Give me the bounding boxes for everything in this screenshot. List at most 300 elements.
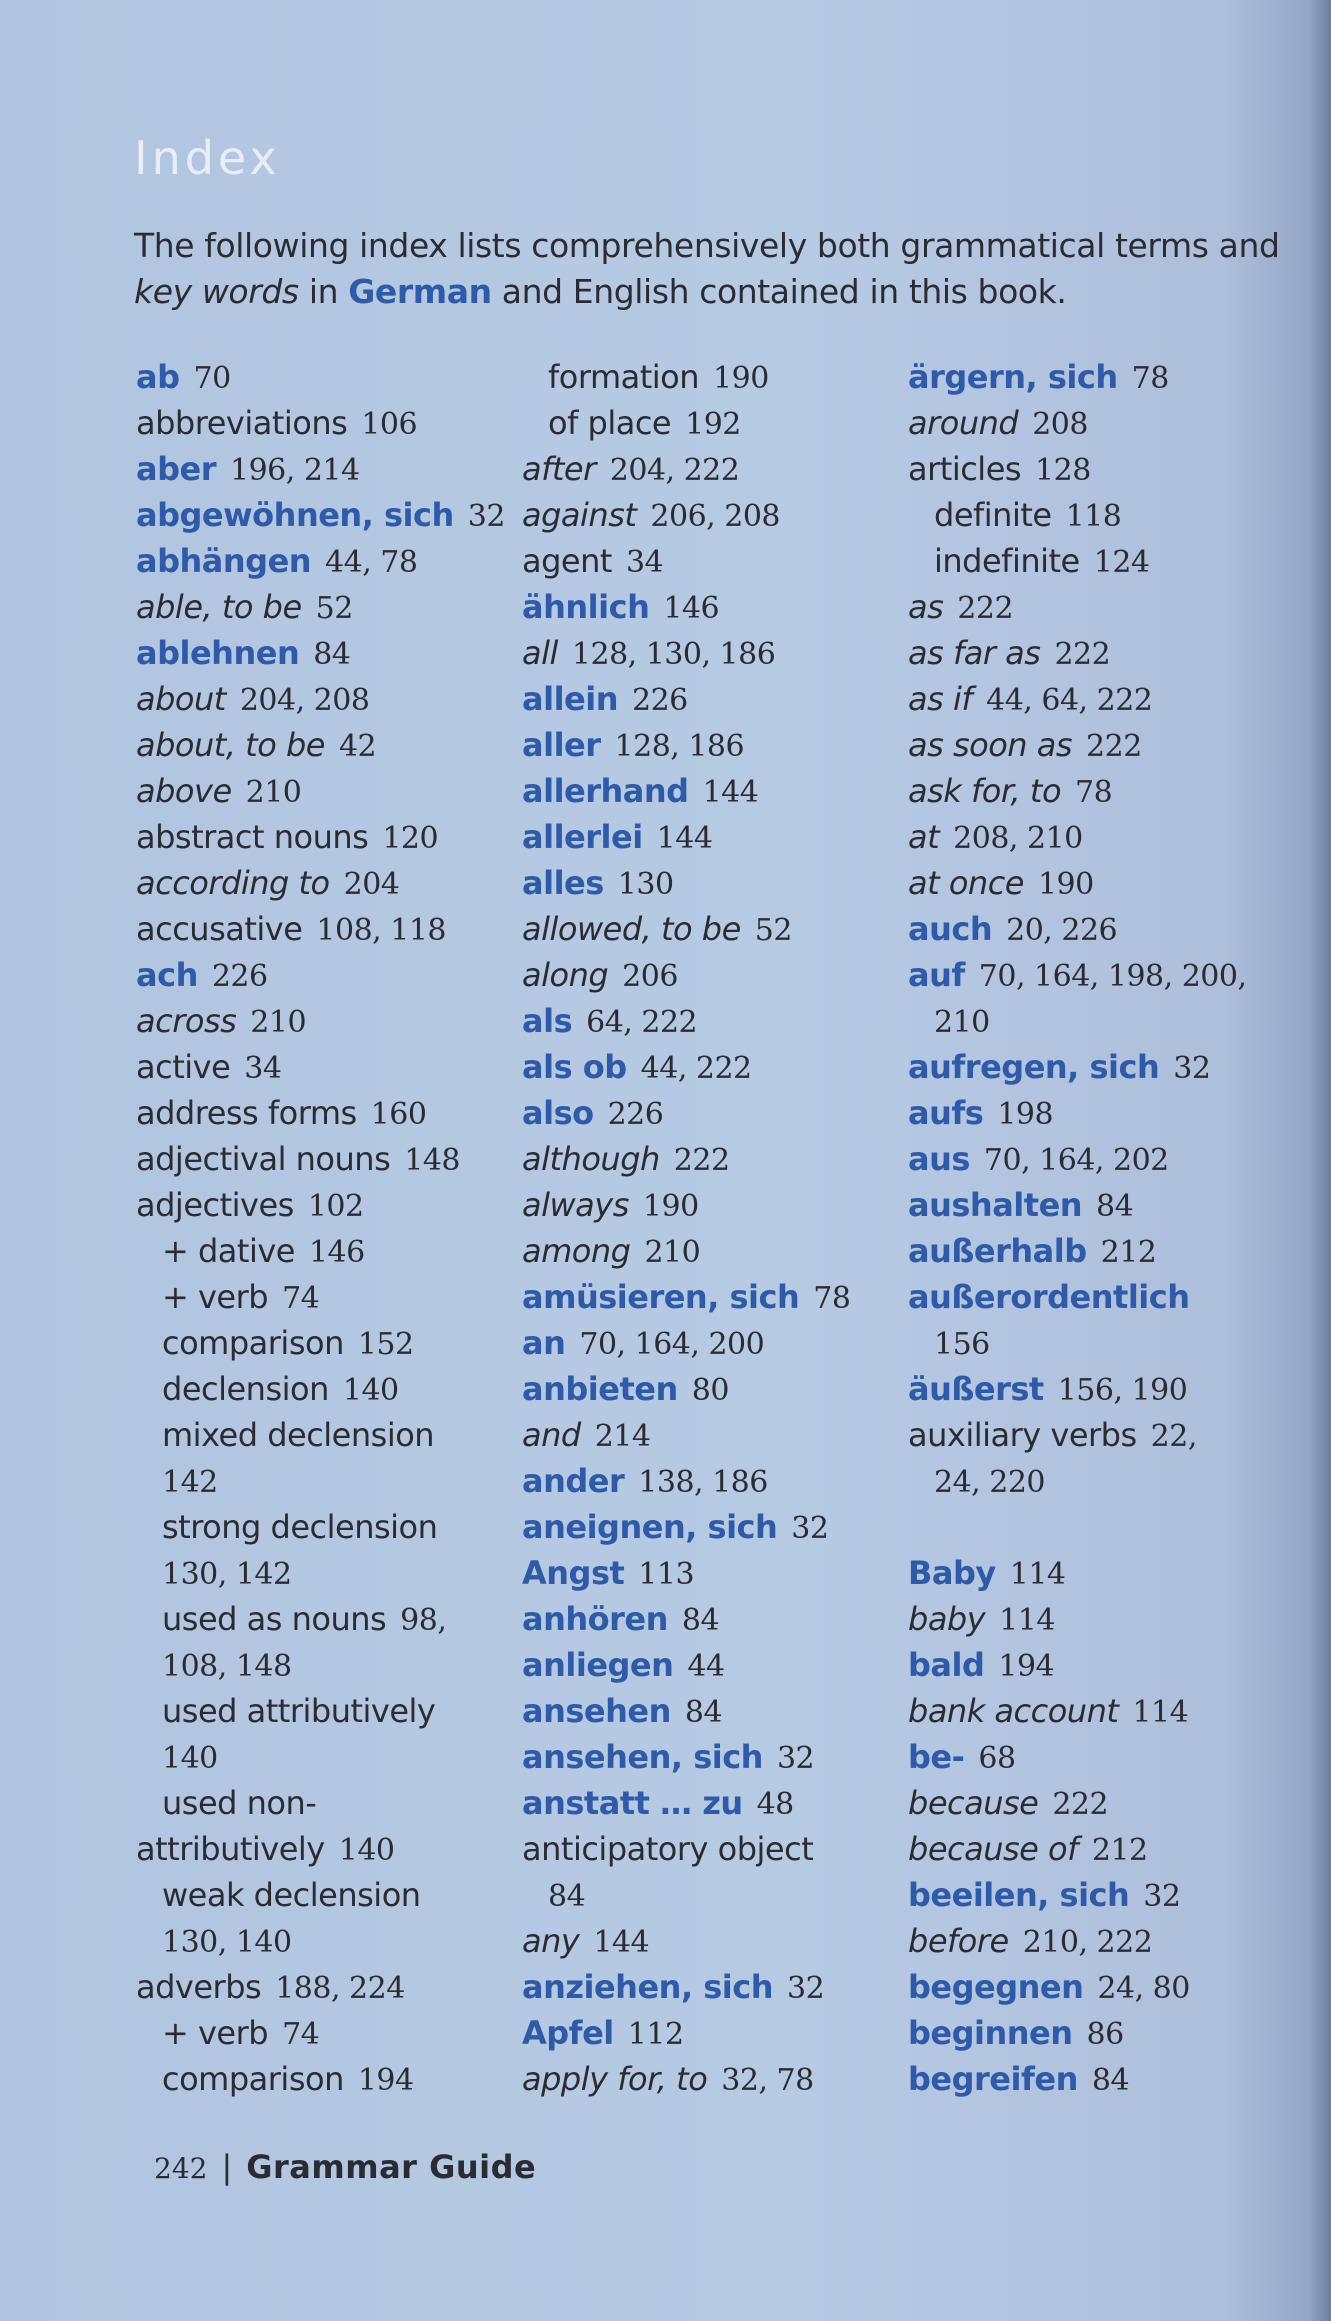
index-page-numbers: 214 [594,1419,651,1454]
index-term: as [908,588,944,626]
index-page-numbers: 146 [308,1235,365,1270]
index-entry [522,1780,892,1826]
index-entry [522,1826,892,1872]
index-term: attributively [136,1830,325,1868]
index-entry [136,1596,506,1642]
index-page-numbers: 32 [467,499,505,534]
index-term: aller [522,726,601,764]
index-entry [136,1504,506,1550]
index-term: indefinite [934,542,1080,580]
index-entry [136,446,506,492]
index-entry [522,1182,892,1228]
index-term: because [908,1784,1039,1822]
index-column-3 [908,354,1278,2102]
index-page-numbers: 78 [1075,775,1113,810]
index-entry [522,1136,892,1182]
index-page-numbers: 130 [617,867,674,902]
index-page-numbers: 74 [282,1281,320,1316]
index-entry [908,2056,1278,2102]
index-term: allerhand [522,772,689,810]
index-page-numbers: 118 [1065,499,1122,534]
index-entry [908,1412,1278,1458]
index-entry [136,1090,506,1136]
index-page-numbers: 98, [400,1603,447,1638]
index-term: about [136,680,226,718]
index-entry [908,1090,1278,1136]
index-page-numbers: 190 [713,361,769,396]
index-page-numbers: 190 [642,1189,699,1224]
index-page-numbers: 160 [370,1097,427,1132]
index-term: as far as [908,634,1041,672]
index-page-numbers: 226 [607,1097,664,1132]
index-term: aufs [908,1094,984,1132]
index-page-numbers: 32 [776,1741,815,1776]
index-term: anziehen, sich [522,1968,773,2006]
index-page-numbers: 86 [1086,2017,1124,2052]
index-page-numbers: 212 [1091,1833,1148,1868]
index-page-continuation: 84 [548,1879,586,1914]
index-entry [136,906,506,952]
index-entry [136,354,506,400]
index-term: ab [136,358,180,396]
index-page-numbers: 206 [622,959,678,994]
index-entry [522,1688,892,1734]
index-term: ach [136,956,198,994]
index-term: baby [908,1600,986,1638]
index-term: able, to be [136,588,302,626]
index-term: abhängen [136,542,312,580]
index-page-numbers: 194 [998,1649,1055,1684]
index-entry [136,1458,506,1504]
index-entry [908,630,1278,676]
index-entry [136,1918,506,1964]
index-term: because of [908,1830,1078,1868]
index-page-numbers: 208, 210 [953,821,1083,856]
index-page-numbers: 140 [342,1373,399,1408]
index-page-numbers: 44, 78 [325,545,418,580]
index-entry [136,952,506,998]
index-page-numbers: 114 [1009,1557,1066,1592]
index-term: and [522,1416,581,1454]
index-page-numbers: 194 [357,2063,414,2098]
index-entry [908,860,1278,906]
index-column-2 [522,354,892,2102]
index-term: amüsieren, sich [522,1278,800,1316]
index-page-numbers: 84 [681,1603,720,1638]
index-entry [908,998,1278,1044]
index-entry [136,538,506,584]
index-entry [908,1458,1278,1504]
index-term: anhören [522,1600,668,1638]
index-term: at once [908,864,1024,902]
index-term: articles [908,450,1022,488]
index-column-1 [136,354,506,2102]
index-term: ander [522,1462,625,1500]
index-term: adjectives [136,1186,294,1224]
index-page-numbers: 44, 64, 222 [986,683,1153,718]
index-term: among [522,1232,631,1270]
index-page-numbers: 114 [1132,1695,1189,1730]
index-entry [908,1642,1278,1688]
index-entry [908,1044,1278,1090]
index-term: before [908,1922,1009,1960]
index-entry [136,1734,506,1780]
index-entry [908,1366,1278,1412]
index-entry [136,998,506,1044]
index-entry [522,906,892,952]
index-entry [908,906,1278,952]
index-term: auf [908,956,965,994]
index-entry [522,2056,892,2102]
index-term: + dative [162,1232,295,1270]
index-page-numbers: 114 [999,1603,1055,1638]
index-page-numbers: 70 [193,361,231,396]
index-entry [136,1320,506,1366]
index-term: any [522,1922,580,1960]
index-page-numbers: 128, 130, 186 [571,637,776,672]
index-page-numbers: 32 [1143,1879,1181,1914]
index-page-numbers: 32 [787,1971,825,2006]
index-term: adverbs [136,1968,262,2006]
index-term: aus [908,1140,970,1178]
index-page-numbers: 84 [1096,1189,1134,1224]
index-entry [522,1504,892,1550]
index-page-numbers: 80 [691,1373,729,1408]
index-entry [136,676,506,722]
index-entry [136,492,506,538]
index-term: ask for, to [908,772,1062,810]
index-term: Angst [522,1554,625,1592]
index-page-numbers: 52 [315,591,353,626]
index-term: active [136,1048,231,1086]
index-page-numbers: 148 [404,1143,460,1178]
index-page-numbers: 78 [813,1281,851,1316]
index-page-numbers: 206, 208 [650,499,781,534]
index-entry [522,1872,892,1918]
index-entry [908,1320,1278,1366]
index-term: after [522,450,596,488]
index-term: against [522,496,637,534]
index-term: along [522,956,609,994]
index-page-numbers: 78 [1131,361,1169,396]
index-term: außerordentlich [908,1278,1190,1316]
index-page-numbers: 84 [684,1695,723,1730]
index-page-continuation: 140 [162,1741,218,1776]
index-page-numbers: 210 [250,1005,307,1040]
index-page-numbers: 84 [313,637,351,672]
index-term: about, to be [136,726,325,764]
intro-paragraph [134,223,1284,315]
index-entry [522,538,892,584]
index-entry [522,400,892,446]
index-entry [522,1274,892,1320]
index-entry [908,952,1278,998]
index-entry [136,400,506,446]
index-entry [908,1872,1278,1918]
index-entry [136,1044,506,1090]
index-term: of place [548,404,672,442]
index-page-numbers: 128 [1035,453,1091,488]
index-term: address forms [136,1094,357,1132]
index-entry [522,814,892,860]
index-page-numbers: 32, 78 [721,2063,814,2098]
index-entry [908,400,1278,446]
index-page-numbers: 204, 222 [609,453,740,488]
index-term: auxiliary verbs [908,1416,1137,1454]
intro-text-2: in [298,272,349,311]
index-entry [136,1826,506,1872]
intro-text-3: and English contained in this book. [491,272,1067,311]
index-term: ansehen [522,1692,671,1730]
index-entry [522,722,892,768]
index-term: abstract nouns [136,818,369,856]
index-page-continuation: 24, 220 [934,1465,1046,1500]
index-page-numbers: 44 [687,1649,725,1684]
index-entry [136,1274,506,1320]
page-edge-shadow [1309,0,1331,2321]
index-entry [522,1044,892,1090]
index-entry [522,1550,892,1596]
index-term: Apfel [522,2014,614,2052]
index-term: anbieten [522,1370,678,1408]
index-entry [522,1366,892,1412]
index-entry [136,1136,506,1182]
index-term: adjectival nouns [136,1140,391,1178]
index-term: aufregen, sich [908,1048,1160,1086]
page-footer [154,2148,536,2186]
index-term: comparison [162,2060,344,2098]
index-page-numbers: 52 [754,913,792,948]
index-term: strong declension [162,1508,438,1546]
index-term: begegnen [908,1968,1084,2006]
index-entry [908,1734,1278,1780]
index-entry [908,1826,1278,1872]
page-number: 242 [154,2152,208,2185]
index-entry [136,584,506,630]
index-page-continuation: 130, 142 [162,1557,292,1592]
index-term: at [908,818,940,856]
index-entry [136,1688,506,1734]
index-entry [522,768,892,814]
index-term: allowed, to be [522,910,741,948]
index-page-numbers: 226 [211,959,268,994]
index-page-numbers: 198 [997,1097,1054,1132]
index-term: anliegen [522,1646,674,1684]
index-page-numbers: 128, 186 [614,729,745,764]
index-term: mixed declension [162,1416,435,1454]
index-term: definite [934,496,1052,534]
index-page-numbers: 22, [1150,1419,1197,1454]
index-term: weak declension [162,1876,421,1914]
index-entry [908,1136,1278,1182]
index-term: abbreviations [136,404,348,442]
index-term: be- [908,1738,965,1776]
index-term: ärgern, sich [908,358,1118,396]
index-page-numbers: 204, 208 [239,683,370,718]
index-page-numbers: 140 [338,1833,395,1868]
index-term: agent [522,542,612,580]
index-entry [522,630,892,676]
index-term: begreifen [908,2060,1078,2098]
index-entry [522,1412,892,1458]
index-entry [908,676,1278,722]
index-page-numbers: 204 [343,867,400,902]
index-term: äußerst [908,1370,1044,1408]
index-entry [522,1320,892,1366]
index-entry [908,814,1278,860]
index-term: alles [522,864,604,902]
index-term: declension [162,1370,329,1408]
index-entry [136,1642,506,1688]
index-entry [136,1366,506,1412]
index-page-continuation: 210 [934,1005,990,1040]
index-term: above [136,772,232,810]
index-term: although [522,1140,660,1178]
index-page-numbers: 212 [1100,1235,1157,1270]
index-term: always [522,1186,629,1224]
index-page-numbers: 190 [1037,867,1094,902]
index-term: als ob [522,1048,627,1086]
index-term: ansehen, sich [522,1738,763,1776]
index-term: Baby [908,1554,996,1592]
index-term: allein [522,680,618,718]
index-term: + verb [162,2014,269,2052]
index-page-numbers: 138, 186 [638,1465,768,1500]
index-term: ablehnen [136,634,300,672]
index-entry [136,1780,506,1826]
index-entry [136,1412,506,1458]
index-entry [522,1918,892,1964]
index-page-numbers: 188, 224 [275,1971,405,2006]
index-term: bald [908,1646,985,1684]
index-entry [522,860,892,906]
index-entry [908,492,1278,538]
index-entry [908,446,1278,492]
index-page-numbers: 113 [638,1557,695,1592]
index-term: an [522,1324,566,1362]
intro-key-words: key words [134,272,299,311]
index-page-numbers: 152 [357,1327,414,1362]
index-entry [908,584,1278,630]
index-page-numbers: 210 [644,1235,701,1270]
page-title: Index [134,130,281,185]
index-entry [136,630,506,676]
index-page-numbers: 222 [1086,729,1142,764]
index-page-numbers: 124 [1093,545,1150,580]
index-entry [522,2010,892,2056]
index-term: aber [136,450,216,488]
index-page-numbers: 70, 164, 200 [579,1327,765,1362]
index-page-numbers: 70, 164, 202 [983,1143,1169,1178]
index-page-continuation: 130, 140 [162,1925,292,1960]
index-entry [522,1090,892,1136]
index-page-numbers: 208 [1032,407,1088,442]
index-term: allerlei [522,818,643,856]
index-page-numbers: 144 [702,775,759,810]
index-term: beeilen, sich [908,1876,1130,1914]
index-term: beginnen [908,2014,1073,2052]
index-entry [908,2010,1278,2056]
index-page-numbers: 144 [656,821,713,856]
index-entry [522,584,892,630]
index-page-continuation: 108, 148 [162,1649,292,1684]
index-page-numbers: 120 [382,821,439,856]
index-term: abgewöhnen, sich [136,496,454,534]
index-entry [522,1458,892,1504]
index-term: außerhalb [908,1232,1087,1270]
index-page-numbers: 24, 80 [1097,1971,1190,2006]
footer-section-title: Grammar Guide [246,2148,537,2186]
index-entry [908,1550,1278,1596]
index-term: aushalten [908,1186,1083,1224]
index-entry [522,1964,892,2010]
index-page-continuation: 156 [934,1327,990,1362]
index-term: used non- [162,1784,317,1822]
index-page-numbers: 222 [673,1143,730,1178]
index-page-numbers: 42 [338,729,377,764]
index-entry [908,1918,1278,1964]
index-entry [522,1596,892,1642]
index-term: used as nouns [162,1600,387,1638]
index-page-numbers: 112 [627,2017,684,2052]
index-entry [522,354,892,400]
index-page-numbers: 32 [791,1511,829,1546]
index-term: bank account [908,1692,1119,1730]
index-term: as soon as [908,726,1073,764]
index-term: all [522,634,558,672]
index-entry [522,1228,892,1274]
index-term: ähnlich [522,588,650,626]
index-entry [908,722,1278,768]
index-page-numbers: 196, 214 [229,453,360,488]
index-page-numbers: 222 [957,591,1014,626]
footer-separator: | [221,2148,233,2186]
index-term: anstatt … zu [522,1784,743,1822]
index-page-numbers: 48 [756,1787,794,1822]
index-term: anticipatory object [522,1830,814,1868]
index-page-numbers: 106 [361,407,418,442]
index-entry [136,722,506,768]
index-page-numbers: 222 [1052,1787,1109,1822]
index-page-numbers: 144 [593,1925,650,1960]
index-page-numbers: 84 [1091,2063,1130,2098]
index-page-numbers: 222 [1054,637,1111,672]
index-page-numbers: 108, 118 [316,913,447,948]
index-page-numbers: 102 [307,1189,364,1224]
index-page-numbers: 226 [631,683,688,718]
index-page-numbers: 74 [282,2017,320,2052]
index-entry [908,354,1278,400]
index-entry [522,492,892,538]
index-term: across [136,1002,237,1040]
index-page-numbers: 34 [625,545,664,580]
index-page-numbers: 192 [685,407,741,442]
index-entry [136,2010,506,2056]
index-entry [136,860,506,906]
index-term: also [522,1094,594,1132]
index-term: used attributively [162,1692,436,1730]
index-term: according to [136,864,330,902]
index-entry [522,676,892,722]
index-page-numbers: 70, 164, 198, 200, [978,959,1247,994]
index-entry [908,538,1278,584]
intro-text-1: The following index lists comprehensively both grammatical terms and [134,226,1280,265]
index-entry [908,1964,1278,2010]
index-entry [908,1596,1278,1642]
index-entry [908,1228,1278,1274]
index-entry [908,1688,1278,1734]
index-entry [522,952,892,998]
